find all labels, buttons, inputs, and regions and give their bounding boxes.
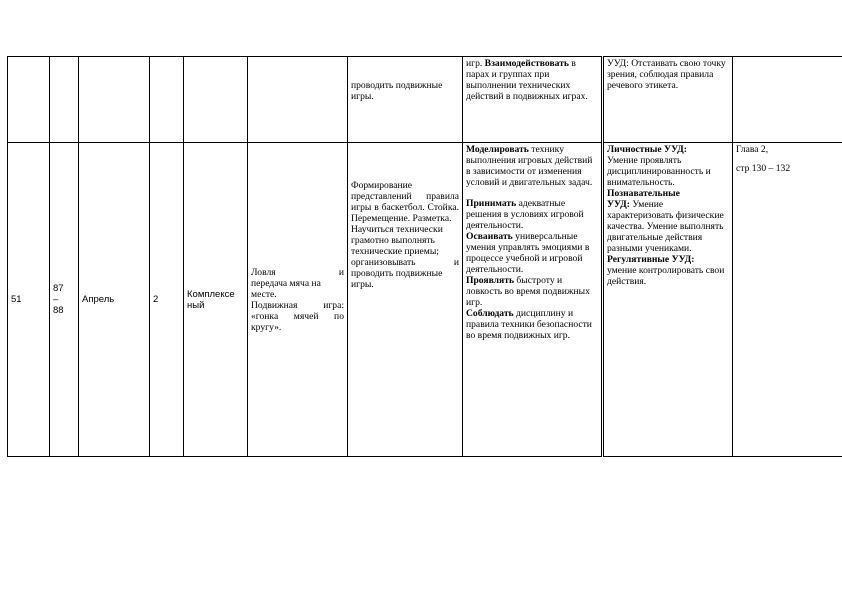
cell-number [8, 143, 50, 457]
cell-topic [248, 57, 348, 143]
activity-text: дисциплину и правила техники безопасности во время подвижных игр. [466, 308, 592, 341]
cell-uud [603, 143, 733, 457]
cell-topic [248, 143, 348, 457]
hours-start: 87 [53, 283, 64, 294]
cell-goal [348, 57, 463, 143]
topic-game: Подвижная игра: «гонка мячей по кругу». [251, 299, 344, 333]
cell-month [79, 143, 150, 457]
cell-activity [463, 57, 603, 143]
ref-chapter: Глава 2, [736, 144, 769, 155]
lesson-plan-table [7, 56, 842, 457]
activity-item-5 [466, 308, 598, 341]
cell-ref [733, 57, 842, 143]
activity-item-2 [466, 198, 598, 231]
uud-heading-cognitive: Познавательные [607, 188, 680, 199]
goal-paragraph-2: Научиться технически грамотно выполнять технические приемы; [351, 224, 443, 257]
cell-hours [50, 143, 79, 457]
ref-pages: стр 130 – 132 [736, 163, 791, 174]
activity-prefix: игр. [466, 58, 485, 69]
hours-end: 88 [53, 305, 64, 316]
topic-text: передача мяча на месте. [251, 277, 321, 300]
activity-verb: Осваивать [466, 231, 513, 242]
type-line-2: ный [187, 299, 205, 311]
cell-count [150, 57, 184, 143]
uud-heading-regulatory: Регулятивные УУД: [607, 254, 695, 265]
activity-verb: Моделировать [466, 144, 529, 155]
activity-verb: Проявлять [466, 275, 515, 286]
table-row [8, 143, 842, 457]
type-line-1: Комплексе [187, 288, 235, 300]
uud-text-cognitive: Умение характеризовать физические качества. Умение выполнять двигательные действия разными учениками. [607, 199, 724, 254]
goal-text: проводить подвижные игры. [351, 80, 443, 102]
activity-text: технику выполнения игровых действий в зависимости от изменения условий и двигательных задач. [466, 144, 593, 188]
lesson-number: 51 [11, 294, 22, 305]
activity-text: в парах и группах при выполнении технических действий в подвижных играх. [466, 58, 588, 102]
topic-word: и [338, 266, 344, 278]
cell-count [150, 143, 184, 457]
uud-heading-personal: Личностные УУД: [607, 144, 687, 155]
uud-text-personal: Умение проявлять дисциплинированность и внимательность. [607, 155, 711, 188]
cell-month [79, 57, 150, 143]
activity-verb: Взаимодействовать [484, 58, 569, 69]
table-row [8, 57, 842, 143]
uud-text: УУД: Отстаивать свою точку зрения, соблюдая правила речевого этикета. [607, 58, 726, 91]
cell-goal [348, 143, 463, 457]
month-label: Апрель [82, 294, 115, 305]
cell-ref [733, 143, 842, 457]
cell-hours [50, 57, 79, 143]
goal-word: организовывать [351, 257, 416, 268]
activity-verb: Соблюдать [466, 308, 514, 319]
topic-word: Ловля [251, 266, 276, 278]
uud-heading-cognitive-2: УУД: [607, 199, 630, 210]
activity-item-1 [466, 144, 598, 188]
cell-type [184, 143, 248, 457]
count-label: 2 [153, 294, 159, 305]
activity-verb: Принимать [466, 198, 517, 209]
cell-uud [603, 57, 733, 143]
goal-paragraph-4: проводить подвижные игры. [351, 268, 443, 290]
goal-paragraph-1: Формирование представлений правила игры в баскетбол. Стойка. Перемещение. Разметка. [351, 180, 459, 224]
uud-text-regulatory: умение контролировать свои действия. [607, 265, 725, 287]
topic-first-line [251, 267, 344, 278]
activity-text: адекватные решения в условиях игровой деятельности. [466, 198, 584, 231]
activity-item-3 [466, 231, 598, 275]
cell-type [184, 57, 248, 143]
goal-word: и [453, 257, 459, 268]
activity-item-4 [466, 275, 598, 308]
cell-number [8, 57, 50, 143]
activity-text: быстроту и ловкость во время подвижных игр. [466, 275, 590, 308]
activity-text: универсальные умения управлять эмоциями в процессе учебной и игровой деятельности. [466, 231, 590, 275]
cell-activity [463, 143, 603, 457]
goal-paragraph-3 [351, 257, 459, 268]
hours-dash: – [53, 294, 59, 305]
